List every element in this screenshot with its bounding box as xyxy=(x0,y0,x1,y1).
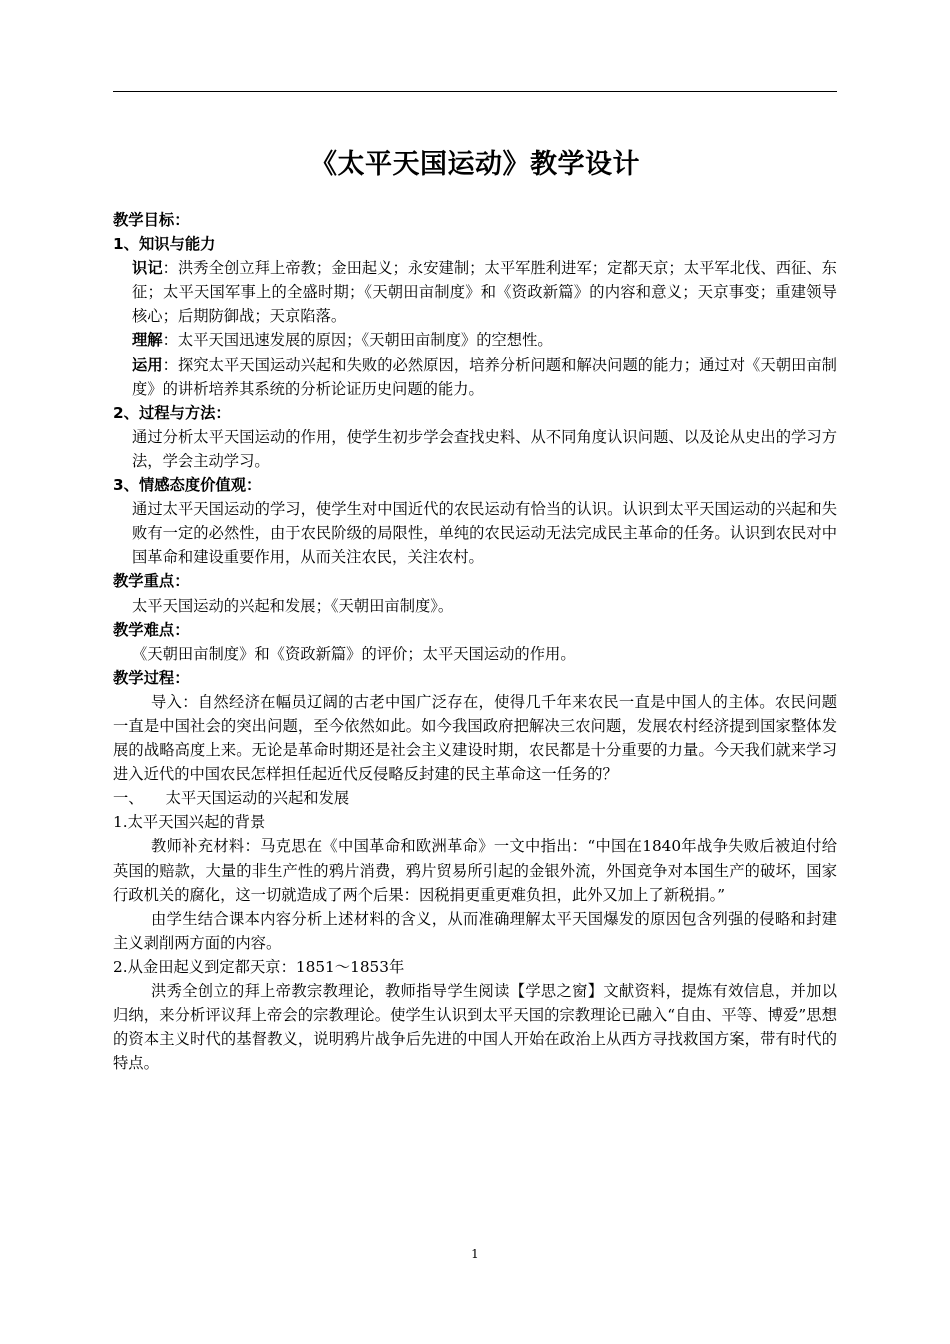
section1-number: 一、 xyxy=(113,789,144,808)
apply-label: 运用 xyxy=(132,355,163,374)
memorize-text: ：洪秀全创立拜上帝教；金田起义；永安建制；太平军胜利进军；定都天京；太平军北伐、西征、东征；太平天国军事上的全盛时期；《天朝田亩制度》和《资政新篇》的内容和意义；天京事变；重建领导核心；后期防御战；天京陷落。 xyxy=(132,259,837,326)
process-method-heading: 2、过程与方法： xyxy=(113,403,231,422)
difficulties-heading: 教学难点： xyxy=(113,620,190,639)
subsection1-title: 1.太平天国兴起的背景 xyxy=(113,813,266,832)
apply-paragraph xyxy=(113,353,837,401)
subsection1-paragraph2: 由学生结合课本内容分析上述材料的含义，从而准确理解太平天国爆发的原因包含列强的侵略和封建主义剥削两方面的内容。 xyxy=(113,909,837,952)
subsection2-paragraph1: 洪秀全创立的拜上帝教宗教理论，教师指导学生阅读【学思之窗】文献资料，提炼有效信息，并加以归纳，来分析评议拜上帝会的宗教理论。使学生认识到太平天国的宗教理论已融入“自由、平等、博爱”思想的资本主义时代的基督教义，说明鸦片战争后先进的中国人开始在政治上从西方寻找救国方案，带有时代的特点。 xyxy=(113,982,837,1073)
understand-paragraph xyxy=(113,328,837,352)
section1-heading xyxy=(113,786,837,810)
header-rule xyxy=(113,91,837,92)
document-body xyxy=(113,208,837,1075)
understand-text: ：太平天国迅速发展的原因；《天朝田亩制度》的空想性。 xyxy=(162,331,553,350)
memorize-paragraph xyxy=(113,256,837,328)
goals-heading: 教学目标： xyxy=(113,211,190,229)
memorize-label: 识记 xyxy=(132,259,163,278)
teaching-process-heading: 教学过程： xyxy=(113,668,190,687)
document-title: 《太平天国运动》教学设计 xyxy=(310,149,640,180)
difficulties-text: 《天朝田亩制度》和《资政新篇》的评价；太平天国运动的作用。 xyxy=(132,644,576,663)
apply-text: ：探究太平天国运动兴起和失败的必然原因，培养分析问题和解决问题的能力；通过对《天朝田亩制度》的讲析培养其系统的分析论证历史问题的能力。 xyxy=(132,355,837,398)
page-number: 1 xyxy=(471,1247,479,1261)
subsection2-title: 2.从金田起义到定都天京：1851～1853年 xyxy=(113,957,405,976)
understand-label: 理解 xyxy=(132,331,163,350)
process-method-text: 通过分析太平天国运动的作用，使学生初步学会查找史料、从不同角度认识问题、以及论从史出的学习方法，学会主动学习。 xyxy=(132,427,837,470)
emotion-heading: 3、情感态度价值观： xyxy=(113,476,262,495)
key-points-text: 太平天国运动的兴起和发展；《天朝田亩制度》。 xyxy=(132,596,454,615)
section1-title: 太平天国运动的兴起和发展 xyxy=(165,789,350,808)
emotion-text: 通过太平天国运动的学习，使学生对中国近代的农民运动有恰当的认识。认识到太平天国运动的兴起和失败有一定的必然性，由于农民阶级的局限性，单纯的农民运动无法完成民主革命的任务。认识到农民对中国革命和建设重要作用，从而关注农民，关注农村。 xyxy=(132,500,837,567)
knowledge-heading: 1、知识与能力 xyxy=(113,235,216,254)
key-points-heading: 教学重点： xyxy=(113,572,190,591)
intro-paragraph: 导入：自然经济在幅员辽阔的古老中国广泛存在，使得几千年来农民一直是中国人的主体。农民问题一直是中国社会的突出问题，至今依然如此。如今我国政府把解决三农问题，发展农村经济提到国家整体发展的战略高度上来。无论是革命时期还是社会主义建设时期，农民都是十分重要的力量。今天我们就来学习进入近代的中国农民怎样担任起近代反侵略反封建的民主革命这一任务的？ xyxy=(113,692,837,784)
subsection1-paragraph1: 教师补充材料：马克思在《中国革命和欧洲革命》一文中指出：“中国在1840年战争失败后被迫付给英国的赔款，大量的非生产性的鸦片消费，鸦片贸易所引起的金银外流，外国竞争对本国生产的破坏，国家行政机关的腐化，这一切就造成了两个后果：因税捐更重更难负担，此外又加上了新税捐。” xyxy=(113,837,837,904)
